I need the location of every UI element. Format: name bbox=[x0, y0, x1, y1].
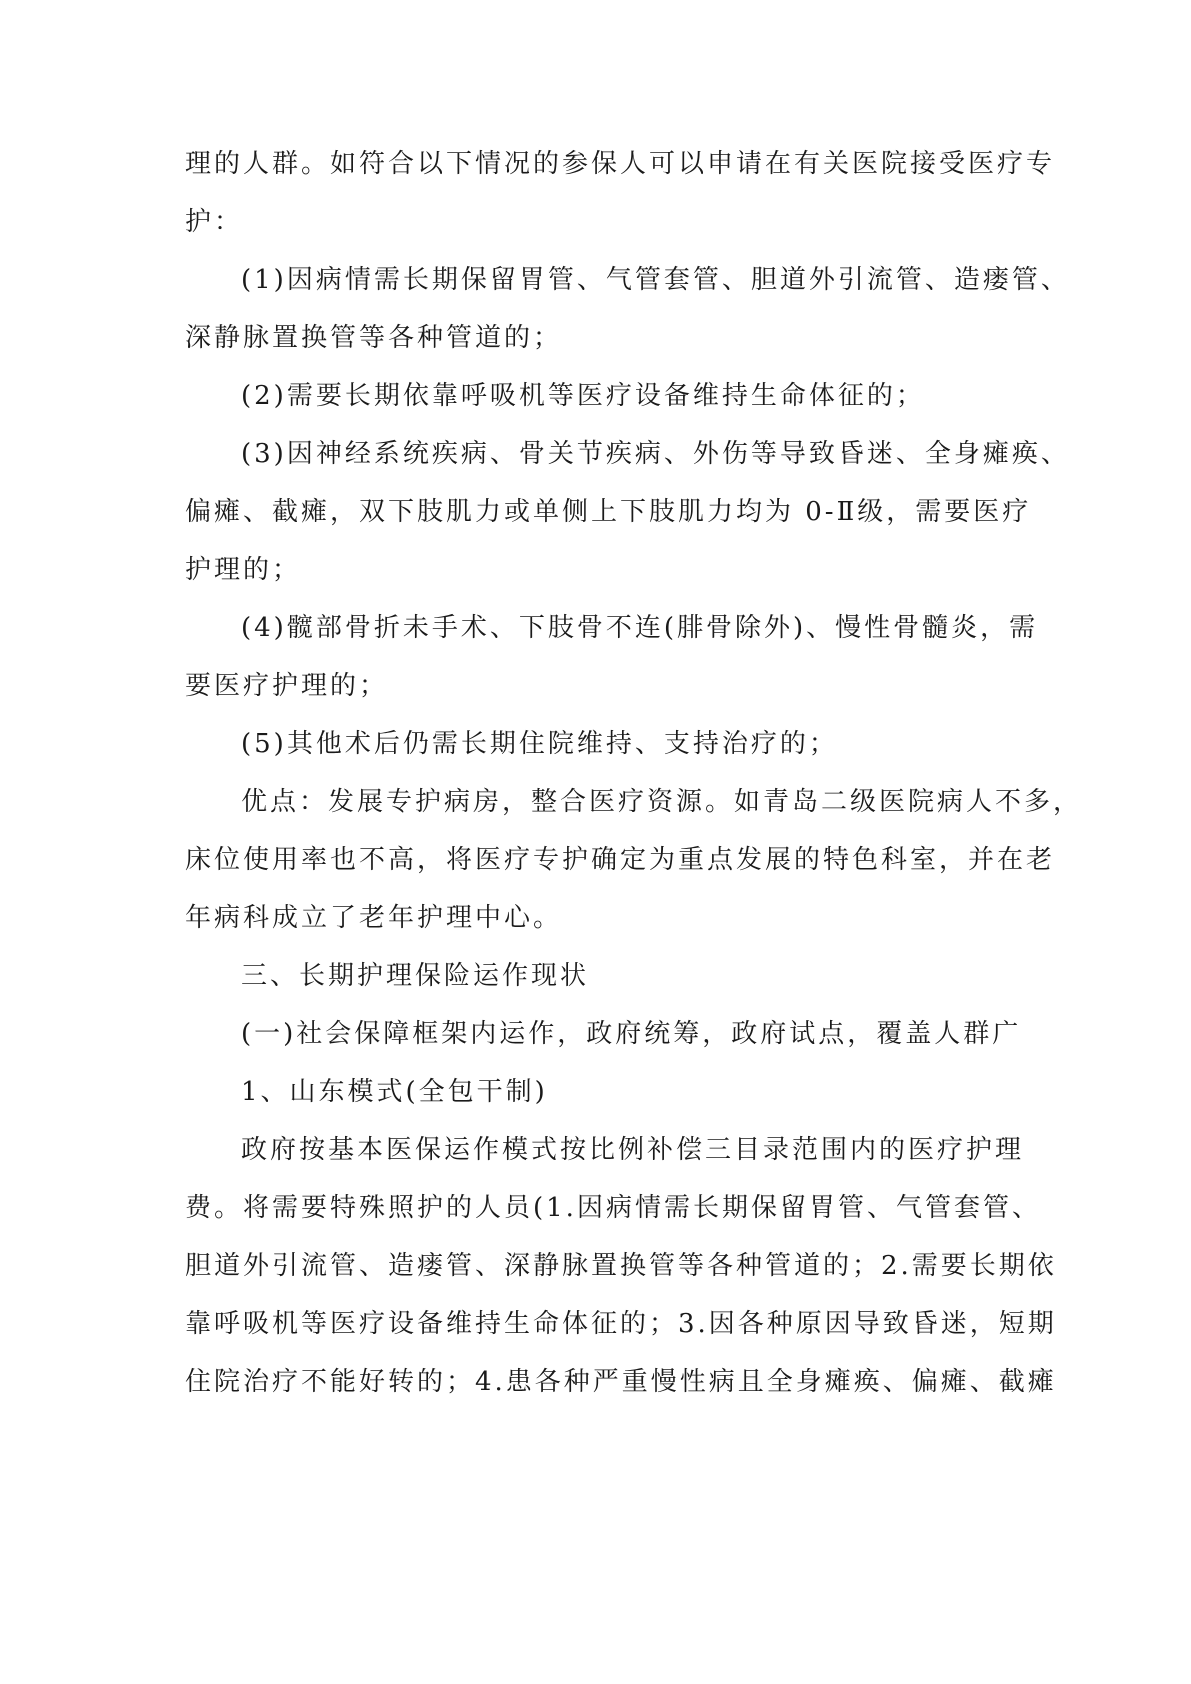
text-line: 深静脉置换管等各种管道的； bbox=[185, 323, 563, 353]
text-line: (一)社会保障框架内运作，政府统筹，政府试点，覆盖人群广 bbox=[241, 1019, 1022, 1049]
text-line: 床位使用率也不高，将医疗专护确定为重点发展的特色科室，并在老 bbox=[185, 845, 1056, 875]
paragraph bbox=[185, 1063, 1015, 1121]
text-line: 费。将需要特殊照护的人员(1.因病情需长期保留胃管、气管套管、 bbox=[185, 1193, 1041, 1223]
text-line: 三、长期护理保险运作现状 bbox=[241, 961, 590, 991]
text-line: (3)因神经系统疾病、骨关节疾病、外伤等导致昏迷、全身瘫痪、 bbox=[241, 439, 1070, 469]
text-line: 年病科成立了老年护理中心。 bbox=[185, 903, 563, 933]
text-line: (5)其他术后仍需长期住院维持、支持治疗的； bbox=[241, 729, 838, 759]
text-line: 住院治疗不能好转的；4.患各种严重慢性病且全身瘫痪、偏瘫、截瘫 bbox=[185, 1367, 1057, 1397]
text-line: (4)髋部骨折未手术、下肢骨不连(腓骨除外)、慢性骨髓炎，需 bbox=[241, 613, 1039, 643]
text-line: 胆道外引流管、造瘘管、深静脉置换管等各种管道的；2.需要长期依 bbox=[185, 1251, 1057, 1281]
paragraph bbox=[185, 715, 1015, 773]
paragraph bbox=[185, 425, 1070, 599]
paragraph bbox=[185, 251, 1070, 367]
document-body bbox=[185, 135, 1083, 1411]
text-line: 靠呼吸机等医疗设备维持生命体征的；3.因各种原因导致昏迷，短期 bbox=[185, 1309, 1057, 1339]
paragraph bbox=[185, 947, 1015, 1005]
text-line: (2)需要长期依靠呼吸机等医疗设备维持生命体征的； bbox=[241, 381, 925, 411]
paragraph bbox=[185, 135, 1056, 251]
paragraph bbox=[185, 367, 1015, 425]
paragraph bbox=[185, 599, 1039, 715]
text-line: 1、山东模式(全包干制) bbox=[241, 1077, 548, 1107]
text-line: (1)因病情需长期保留胃管、气管套管、胆道外引流管、造瘘管、 bbox=[241, 265, 1070, 295]
text-line: 政府按基本医保运作模式按比例补偿三目录范围内的医疗护理 bbox=[241, 1135, 1025, 1165]
paragraph bbox=[185, 773, 1083, 947]
text-line: 理的人群。如符合以下情况的参保人可以申请在有关医院接受医疗专 bbox=[185, 149, 1056, 179]
text-line: 要医疗护理的； bbox=[185, 671, 389, 701]
text-line: 护理的； bbox=[185, 555, 302, 585]
text-line: 护： bbox=[185, 207, 244, 237]
paragraph bbox=[185, 1121, 1057, 1411]
paragraph bbox=[185, 1005, 1022, 1063]
text-line: 偏瘫、截瘫，双下肢肌力或单侧上下肢肌力均为 0-Ⅱ级，需要医疗 bbox=[185, 497, 1032, 527]
text-line: 优点：发展专护病房，整合医疗资源。如青岛二级医院病人不多， bbox=[241, 787, 1083, 817]
